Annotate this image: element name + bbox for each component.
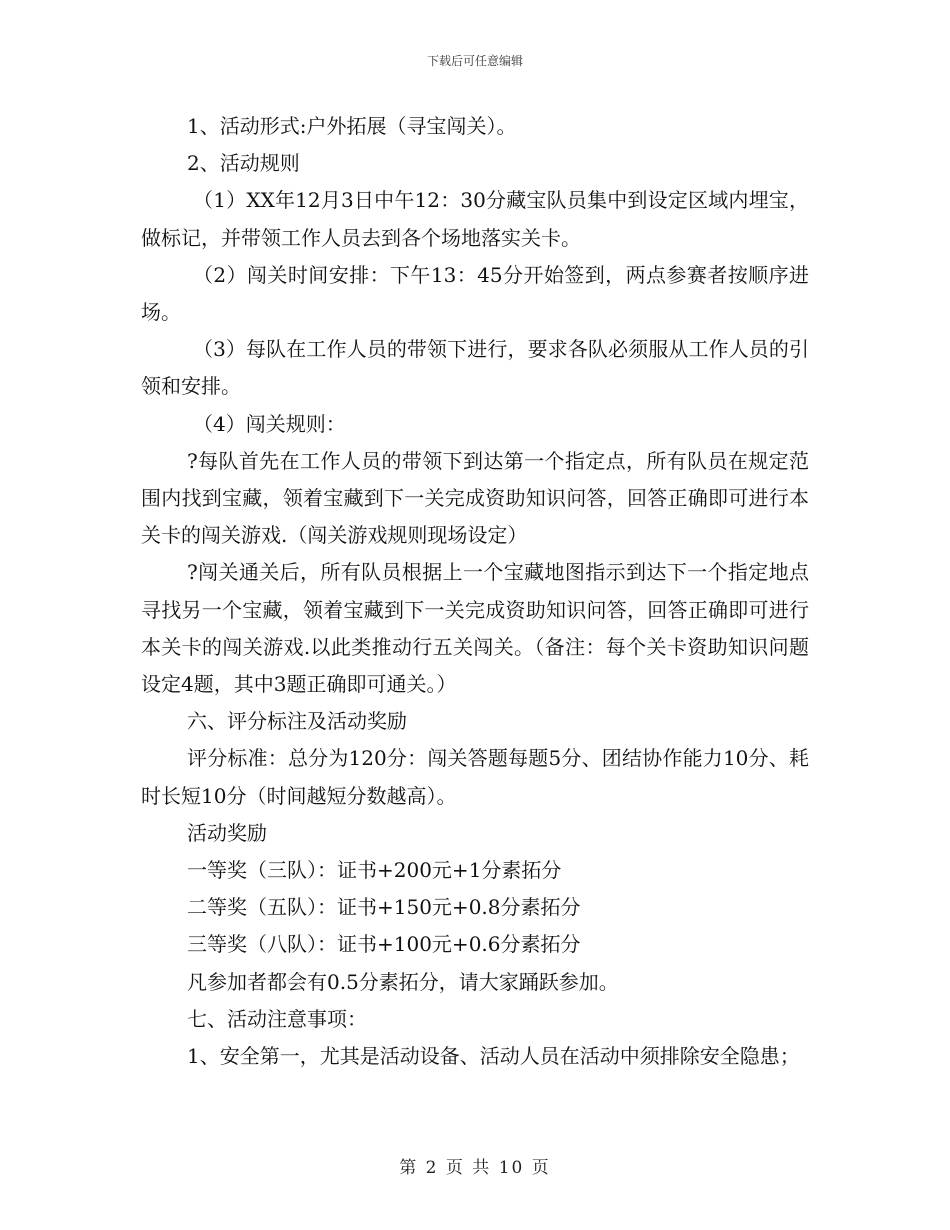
paragraph-activity-rules-heading: 2、活动规则 bbox=[187, 151, 300, 176]
paragraph-second-prize: 二等奖（五队）：证书+150元+0.8分素拓分 bbox=[187, 895, 581, 920]
paragraph-first-prize: 一等奖（三队）：证书+200元+1分素拓分 bbox=[187, 858, 562, 883]
paragraph-activity-form: 1、活动形式:户外拓展（寻宝闯关）。 bbox=[187, 114, 517, 138]
page-footer: 第 2 页 共 10 页 bbox=[399, 1158, 551, 1178]
paragraph-rule-4-item-2: ?闯关通关后，所有队员根据上一个宝藏地图指示到达下一个指定地点寻找另一个宝藏，领着宝藏到下一关完成资助知识问答，回答正确即可进行本关卡的闯关游戏.以此类推动行五关闯关。（备注：每个关卡资助知识问题设定4题，其中3题正确即可通关。） bbox=[141, 560, 809, 697]
paragraph-scoring-standard: 评分标准：总分为120分：闯关答题每题5分、团结协作能力10分、耗时长短10分（时间越短分数越高）。 bbox=[141, 746, 809, 808]
page-header: 下载后可任意编辑 bbox=[426, 54, 523, 68]
document-body bbox=[141, 108, 809, 1075]
paragraph-third-prize: 三等奖（八队）：证书+100元+0.6分素拓分 bbox=[187, 932, 581, 957]
paragraph-awards-heading: 活动奖励 bbox=[187, 820, 267, 845]
paragraph-safety-note: 1、安全第一，尤其是活动设备、活动人员在活动中须排除安全隐患； bbox=[187, 1044, 800, 1069]
paragraph-rule-1: （1）XX年12月3日中午12：30分藏宝队员集中到设定区域内埋宝，做标记，并带领工作人员去到各个场地落实关卡。 bbox=[141, 188, 809, 250]
paragraph-participation-bonus: 凡参加者都会有0.5分素拓分，请大家踊跃参加。 bbox=[187, 969, 619, 994]
paragraph-rule-3: （3）每队在工作人员的带领下进行，要求各队必须服从工作人员的引领和安排。 bbox=[141, 337, 809, 399]
paragraph-rule-2: （2）闯关时间安排：下午13：45分开始签到，两点参赛者按顺序进场。 bbox=[141, 262, 809, 325]
section-heading-notes: 七、活动注意事项： bbox=[187, 1006, 367, 1031]
paragraph-rule-4-item-1: ?每队首先在工作人员的带领下到达第一个指定点，所有队员在规定范围内找到宝藏，领着宝藏到下一关完成资助知识问答，回答正确即可进行本关卡的闯关游戏.（闯关游戏规则现场设定） bbox=[141, 448, 809, 548]
paragraph-rule-4-heading: （4）闯关规则： bbox=[193, 411, 346, 436]
section-heading-scoring: 六、评分标注及活动奖励 bbox=[187, 709, 407, 734]
